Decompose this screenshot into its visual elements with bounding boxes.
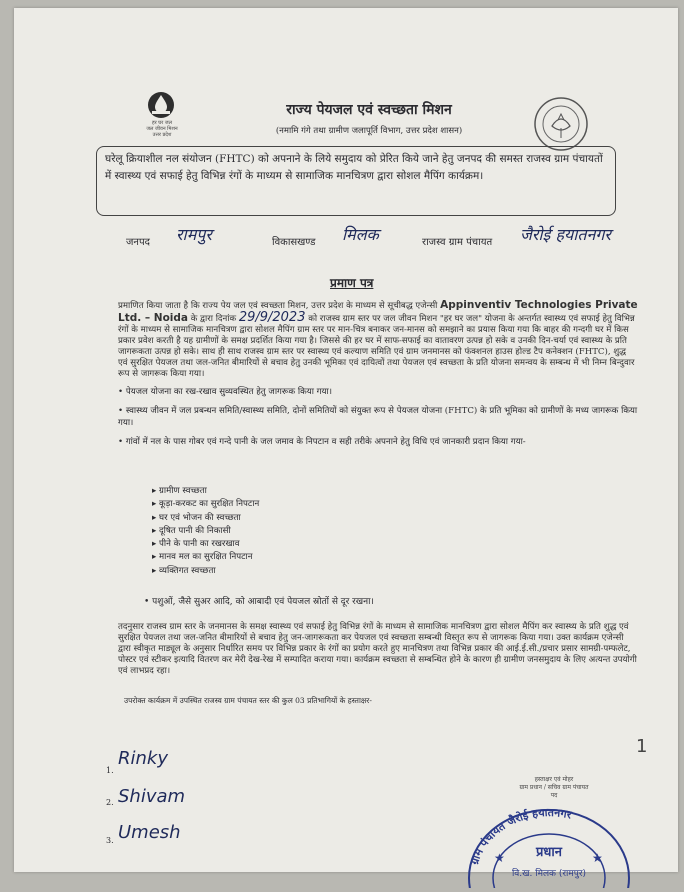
header-title: राज्य पेयजल एवं स्वच्छता मिशन xyxy=(286,102,452,118)
sub-item: ▸ घर एवं भोजन की स्वच्छता xyxy=(152,512,241,523)
logo-caption-3: उत्तर प्रदेश xyxy=(152,132,172,138)
signature-3: Umesh xyxy=(118,822,181,843)
sub-item: ▸ मानव मल का सुरक्षित निपटान xyxy=(152,552,253,563)
paragraph-1-intro: प्रमाणित किया जाता है कि राज्य पेय जल एवं स्वच्छता मिशन, उत्तर प्रदेश के माध्यम से सूचीबद्ध एजेन्सी xyxy=(118,301,438,311)
location-row xyxy=(126,223,666,253)
village-value: जैरोई हयातनगर xyxy=(520,225,611,244)
sanitation-sub-list xyxy=(152,484,552,577)
district-label: जनपद xyxy=(126,237,150,248)
sub-item: ▸ ग्रामीण स्वच्छता xyxy=(152,486,207,496)
agency-name: Appinventiv Technologies Private Ltd. – Noida xyxy=(118,299,638,324)
stamp-center-text: प्रधान xyxy=(536,845,562,860)
paragraph-1 xyxy=(118,300,638,380)
signature-number: 2. xyxy=(106,798,114,807)
jal-jeevan-mission-logo xyxy=(132,90,192,148)
paragraph-3: उपरोक्त कार्यक्रम में उपस्थित राजस्व ग्राम पंचायत स्तर की कुल 03 प्रतिभागियों के हस्ताक्षर- xyxy=(124,696,372,705)
page-mark: 1 xyxy=(636,736,648,757)
block-label: विकासखण्ड xyxy=(272,237,316,248)
paragraph-1-body: को राजस्व ग्राम स्तर पर जल जीवन मिशन "हर घर जल" योजना के अन्तर्गत स्वास्थ्य एवं सफाई हेतु विभिन्न रंगों के माध्यम से सामाजिक मानचित्रण द्वारा सोशल मैपिंग ग्राम स्तर पर मान-चित्र बनाकर जन-मानस को समझाने का प्रयास किया गया कि बाहर की गन्दगी घर में किस प्रकार प्रवेश करती है यह ग्रामीणों के समक्ष प्रदर्शित किया गया है। जिससे की हर घर में साफ-सफाई का वातावरण उत्पन्न हो सके व उनकी दिन-चर्या एवं स्वास्थ्य के प्रति जागरूकता उत्पन्न हो सके। साथ ही साथ राजस्व ग्राम स्तर पर स्वास्थ्य एवं कल्याण समिति एवं ग्राम जनमानस को फंक्शनल हाउस होल्ड टैप कनेक्शन (FHTC), शुद्ध एवं सुरक्षित पेयजल तथा जल-जनित बीमारियों से बचाव हेतु उनकी भूमिका एवं दायित्वों तथा पेयजल एवं स्वच्छता के प्रति योजना समन्वय के सम्बन्ध में भी निम्न बिन्दुवार रूप से जागरूक किया गया। xyxy=(118,314,635,379)
date-prefix: के द्वारा दिनांक xyxy=(190,314,237,324)
water-drop-icon xyxy=(146,90,176,120)
sub-item: ▸ पीने के पानी का रखरखाव xyxy=(152,539,240,550)
stamp-star-icon: ★ xyxy=(494,851,505,865)
bullet-list xyxy=(118,386,638,455)
bullet-item-animals: • पशुओं, जैसे सुअर आदि, को आबादी एवं पेयजल स्रोतों से दूर रखना। xyxy=(144,597,374,607)
up-government-emblem xyxy=(530,96,592,152)
sub-item: ▸ व्यक्तिगत स्वच्छता xyxy=(152,565,216,576)
paragraph-2: तदनुसार राजस्व ग्राम स्तर के जनमानस के समक्ष स्वास्थ्य एवं सफाई हेतु विभिन्न रंगों के माध्यम से सामाजिक मानचित्रण द्वारा सोशल मैपिंग कर स्वास्थ्य के प्रति शुद्ध एवं सुरक्षित पेयजल तथा जल-जनित बीमारियों से बचाव हेतु जन-जागरूकता कर पेयजल एवं स्वच्छता सम्बन्धी विस्तृत रूप से जागरूक किया गया। उक्त कार्यक्रम एजेन्सी द्वारा स्वीकृत माड्यूल के अनुसार निर्धारित समय पर विभिन्न प्रकार के रंगों का प्रयोग करते हुए मानचित्रण तथा विभिन्न प्रकार की आई.ई.सी./प्रचार प्रसार सामग्री-पम्फलेट, पोस्टर एवं स्टीकर इत्यादि वितरण कर मेरी देख-रेख में सम्पादित कराया गया। कार्यक्रम स्वच्छता से सम्बन्धित होने के कारण ही ग्रामीण जनसमुदाय के लिए अत्यन्त उपयोगी एवं लाभप्रद रहा। xyxy=(118,622,637,676)
stamp-ring-text: ग्राम पंचायत जैरोई हयातनगर xyxy=(467,808,573,867)
village-label: राजस्व ग्राम पंचायत xyxy=(422,237,493,248)
block-value: मिलक xyxy=(342,225,379,244)
document-page xyxy=(14,8,678,879)
logo-caption-2: जल जीवन मिशन xyxy=(146,126,178,132)
sub-item: ▸ कूड़ा-करकट का सुरक्षित निपटान xyxy=(152,499,260,510)
signatory-block: हस्ताक्षर एवं मोहर ग्राम प्रधान / सचिव ग्राम पंचायत पद xyxy=(519,776,589,799)
signature-2: Shivam xyxy=(118,786,186,807)
bullet-item: • गांवों में नल के पास गोबर एवं गन्दे पानी के जल जमाव के निपटान व सही तरीके अपनाने हेतु विधि एवं जानकारी प्रदान किया गया- xyxy=(118,437,526,447)
bullet-item: • स्वास्थ्य जीवन में जल प्रबन्धन समिति/स्वास्थ्य समिति, दोनों समितियों को संयुक्त रूप से पेयजल योजना (FHTC) के प्रति भूमिका को ग्रामीणों के मध्य जागरूक किया गया। xyxy=(118,406,638,428)
program-date: 29/9/2023 xyxy=(238,310,306,325)
stamp-star-icon: ★ xyxy=(592,851,603,865)
bullet-item: • पेयजल योजना का रख-रखाव सुव्यवस्थित हेतु जागरूक किया गया। xyxy=(118,387,332,397)
district-value: रामपुर xyxy=(176,225,212,244)
signature-number: 1. xyxy=(106,766,114,775)
gram-panchayat-stamp xyxy=(464,808,634,888)
signature-number: 3. xyxy=(106,836,114,845)
stamp-bottom-text: वि.ख. मिलक (रामपुर) xyxy=(511,869,587,879)
logo-caption-1: हर घर जल xyxy=(152,120,172,126)
signature-1: Rinky xyxy=(118,748,168,769)
sub-item: ▸ दूषित पानी की निकासी xyxy=(152,525,231,536)
program-heading-box: घरेलू क्रियाशील नल संयोजन (FHTC) को अपनाने के लिये समुदाय को प्रेरित किये जाने हेतु जनपद की समस्त राजस्व ग्राम पंचायतों में स्वास्थ्य एवं सफाई हेतु विभिन्न रंगों के माध्यम से सामाजिक मानचित्रण द्वारा सोशल मैपिंग कार्यक्रम। xyxy=(96,146,616,216)
header-subtitle: (नमामि गंगे तथा ग्रामीण जलापूर्ति विभाग, उत्तर प्रदेश शासन) xyxy=(275,126,463,136)
certificate-title: प्रमाण पत्र xyxy=(330,276,374,290)
